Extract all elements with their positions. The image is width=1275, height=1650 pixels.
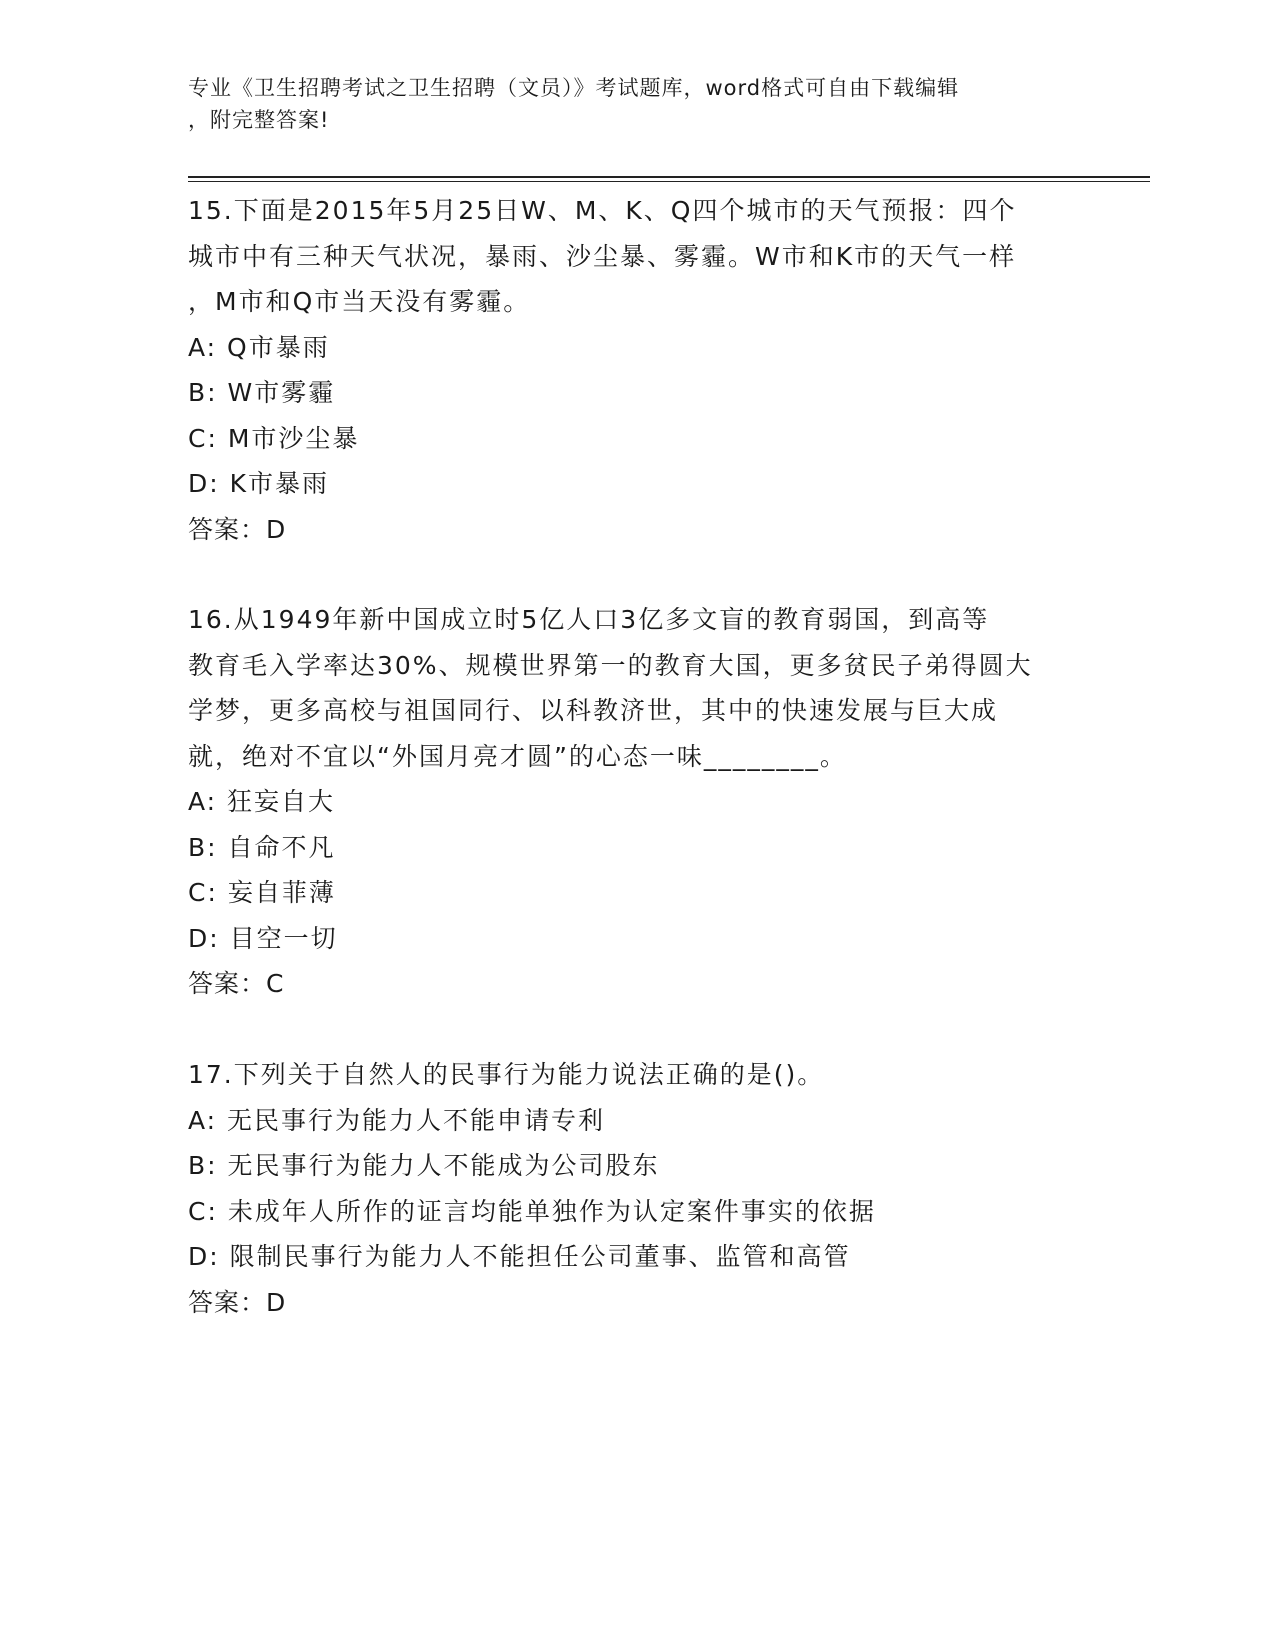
header-line-1: 专业《卫生招聘考试之卫生招聘（文员）》考试题库，word格式可自由下载编辑 <box>188 76 960 100</box>
option-c: C: 妄自菲薄 <box>188 878 336 907</box>
question-stem-line: 17.下列关于自然人的民事行为能力说法正确的是()。 <box>188 1060 825 1089</box>
question-stem-line: ，M市和Q市当天没有雾霾。 <box>188 287 531 316</box>
answer-line: 答案：D <box>188 1287 287 1317</box>
option-a: A: Q市暴雨 <box>188 332 330 362</box>
option-a: A: 狂妄自大 <box>188 787 336 816</box>
header-line-2: ，附完整答案! <box>188 108 330 132</box>
question-stem-line: 16.从1949年新中国成立时5亿人口3亿多文盲的教育弱国，到高等 <box>188 605 990 634</box>
option-d: D: 目空一切 <box>188 923 338 953</box>
question-stem-line: 就，绝对不宜以“外国月亮才圆”的心态一味________。 <box>188 741 847 771</box>
option-c: C: M市沙尘暴 <box>188 423 360 453</box>
question-15 <box>188 188 1088 552</box>
answer-line: 答案：D <box>188 514 287 544</box>
question-16 <box>188 597 1088 1007</box>
option-b: B: 自命不凡 <box>188 832 336 862</box>
question-stem-line: 15.下面是2015年5月25日W、M、K、Q四个城市的天气预报：四个 <box>188 196 1017 225</box>
question-17 <box>188 1052 1088 1325</box>
question-stem-line: 学梦，更多高校与祖国同行、以科教济世，其中的快速发展与巨大成 <box>188 696 999 725</box>
option-b: B: W市雾霾 <box>188 378 336 407</box>
option-c: C: 未成年人所作的证言均能单独作为认定案件事实的依据 <box>188 1196 876 1226</box>
option-d: D: 限制民事行为能力人不能担任公司董事、监管和高管 <box>188 1242 851 1271</box>
option-a: A: 无民事行为能力人不能申请专利 <box>188 1105 606 1135</box>
question-stem-line: 教育毛入学率达30%、规模世界第一的教育大国，更多贫民子弟得圆大 <box>188 650 1033 680</box>
answer-line: 答案：C <box>188 969 285 998</box>
document-header <box>188 72 1088 136</box>
header-divider <box>188 176 1150 182</box>
option-d: D: K市暴雨 <box>188 469 330 498</box>
option-b: B: 无民事行为能力人不能成为公司股东 <box>188 1151 660 1180</box>
question-stem-line: 城市中有三种天气状况，暴雨、沙尘暴、雾霾。W市和K市的天气一样 <box>188 241 1017 271</box>
